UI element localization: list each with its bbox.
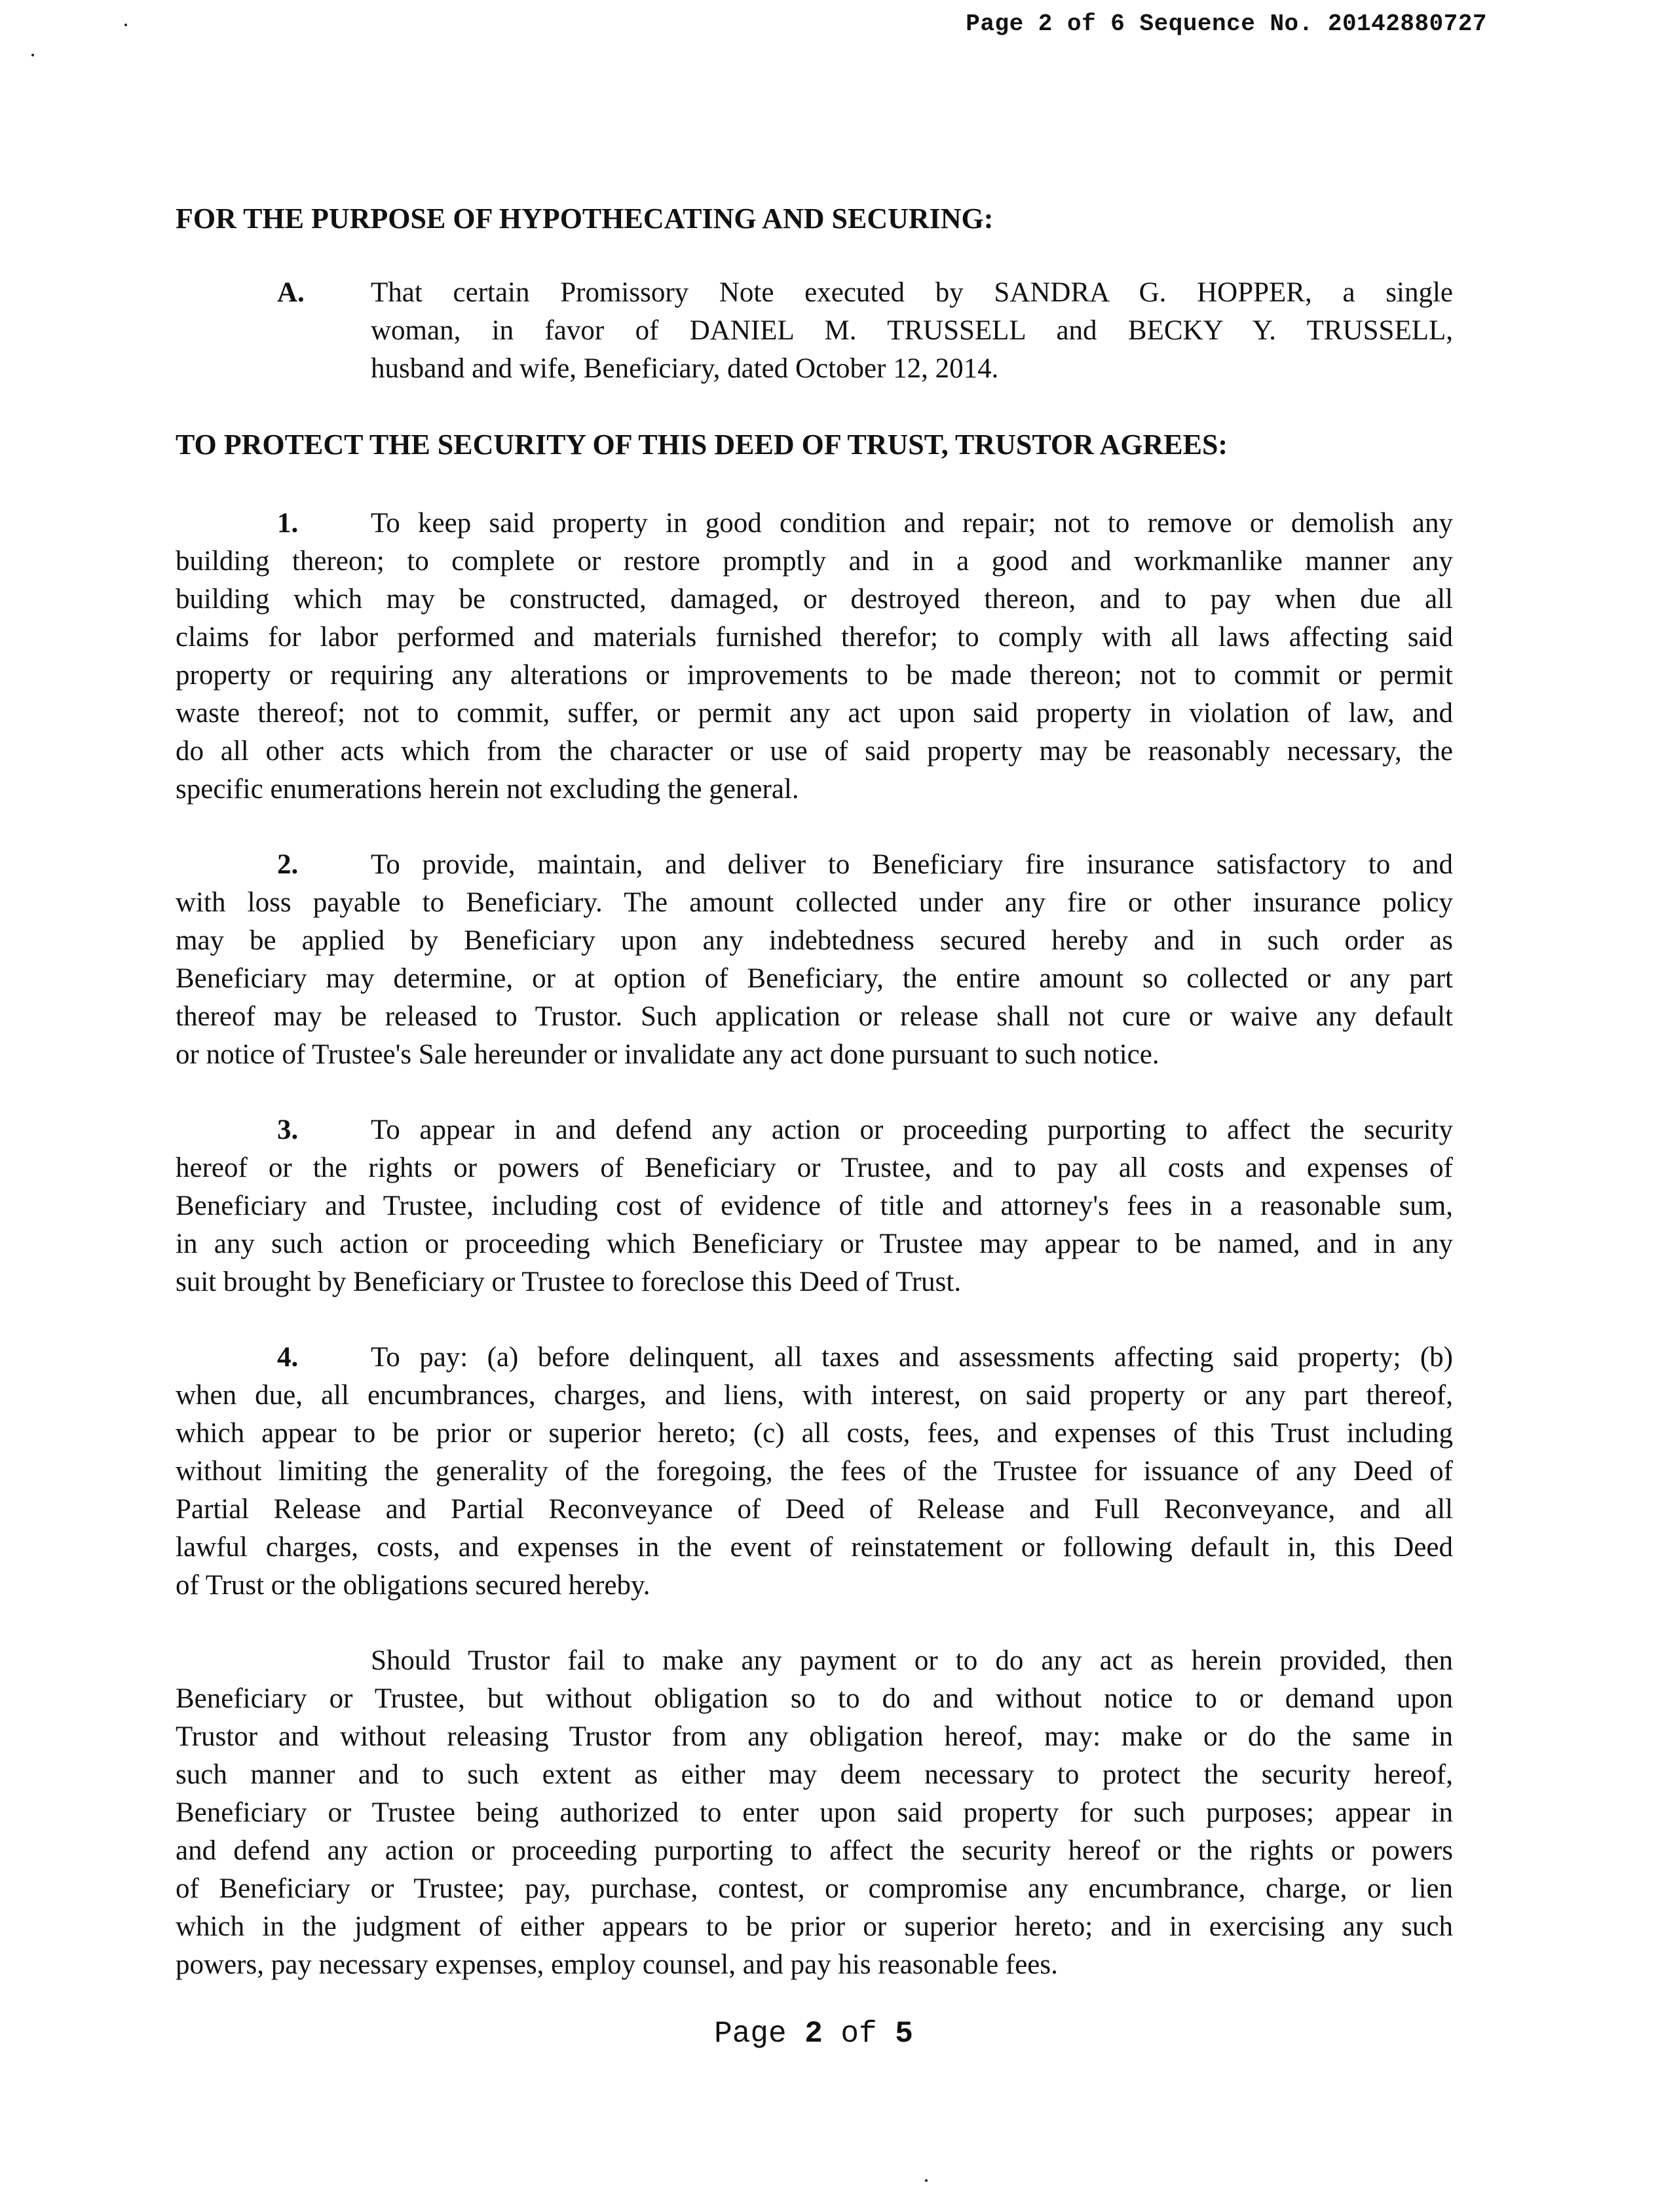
text-line: That certain Promissory Note executed by SANDRA G. HOPPER, a single (371, 277, 1453, 308)
text-line: Beneficiary or Trustee being authorized to enter upon said property for such purposes; appear in (176, 1797, 1453, 1828)
paragraph-number: 3. (277, 1115, 299, 1145)
scan-speck (31, 54, 34, 56)
text-line: in any such action or proceeding which Beneficiary or Trustee may appear to be named, and in any (176, 1229, 1453, 1259)
paragraph-number: 4. (277, 1342, 299, 1373)
text-line: woman, in favor of DANIEL M. TRUSSELL and BECKY Y. TRUSSELL, (371, 315, 1453, 346)
text-line: such manner and to such extent as either may deem necessary to protect the security hereof, (176, 1759, 1453, 1790)
text-line: which in the judgment of either appears to be prior or superior hereto; and in exercising any such (176, 1911, 1453, 1942)
recording-stamp: Page 2 of 6 Sequence No. 20142880727 (966, 10, 1487, 37)
paragraph-number: 1. (277, 508, 299, 539)
text-line: Beneficiary may determine, or at option of Beneficiary, the entire amount so collected or any part (176, 963, 1453, 994)
text-line: suit brought by Beneficiary or Trustee to foreclose this Deed of Trust. (176, 1267, 962, 1297)
first-line-text: To provide, maintain, and deliver to Beneficiary fire insurance satisfactory to and (371, 849, 1453, 880)
item-a-label: A. (277, 277, 305, 308)
text-line: Trustor and without releasing Trustor from any obligation hereof, may: make or do the same in (176, 1721, 1453, 1752)
section-heading-protect: TO PROTECT THE SECURITY OF THIS DEED OF TRUST, TRUSTOR AGREES: (176, 429, 1228, 461)
text-line: specific enumerations herein not excluding the general. (176, 774, 799, 805)
first-line-text: Should Trustor fail to make any payment or to do any act as herein provided, then (371, 1645, 1453, 1676)
footer-total-pages: 5 (895, 2017, 913, 2051)
text-line-first (176, 1642, 1453, 1680)
paragraph-closing (176, 1642, 1453, 1984)
paragraph-4 (176, 1339, 1453, 1605)
document-body (176, 200, 1453, 2021)
text-line: husband and wife, Beneficiary, dated October 12, 2014. (371, 353, 999, 384)
text-line: lawful charges, costs, and expenses in the event of reinstatement or following default in, this Deed (176, 1532, 1453, 1563)
page-footer (0, 2017, 1627, 2051)
footer-prefix: Page (714, 2017, 805, 2051)
text-line: powers, pay necessary expenses, employ counsel, and pay his reasonable fees. (176, 1949, 1058, 1980)
text-line: may be applied by Beneficiary upon any indebtedness secured hereby and in such order as (176, 925, 1453, 956)
text-line-first (176, 1339, 1453, 1377)
first-line-text: To keep said property in good condition and repair; not to remove or demolish any (371, 508, 1453, 539)
section-heading-purpose: FOR THE PURPOSE OF HYPOTHECATING AND SECURING: (176, 202, 994, 235)
text-line: which appear to be prior or superior hereto; (c) all costs, fees, and expenses of this Trust including (176, 1418, 1453, 1449)
text-line: thereof may be released to Trustor. Such application or release shall not cure or waive any default (176, 1001, 1453, 1032)
text-line: of Beneficiary or Trustee; pay, purchase, contest, or compromise any encumbrance, charge, or lien (176, 1873, 1453, 1904)
text-line: property or requiring any alterations or improvements to be made thereon; not to commit or permit (176, 660, 1453, 691)
paragraph-number: 2. (277, 849, 299, 880)
text-line: or notice of Trustee's Sale hereunder or invalidate any act done pursuant to such notice. (176, 1039, 1159, 1070)
text-line: without limiting the generality of the foregoing, the fees of the Trustee for issuance of any Deed of (176, 1456, 1453, 1487)
text-line-first (176, 505, 1453, 543)
footer-current-page: 2 (804, 2017, 823, 2051)
text-line: when due, all encumbrances, charges, and liens, with interest, on said property or any part thereof, (176, 1380, 1453, 1411)
text-line: waste thereof; not to commit, suffer, or permit any act upon said property in violation of law, and (176, 698, 1453, 729)
text-line: Beneficiary or Trustee, but without obligation so to do and without notice to or demand upon (176, 1683, 1453, 1714)
paragraph-2 (176, 846, 1453, 1074)
scan-speck (925, 2179, 928, 2182)
text-line: building thereon; to complete or restore promptly and in a good and workmanlike manner any (176, 546, 1453, 577)
text-line: do all other acts which from the character or use of said property may be reasonably necessary, the (176, 736, 1453, 767)
text-line: claims for labor performed and materials furnished therefor; to comply with all laws affecting said (176, 622, 1453, 653)
first-line-text: To appear in and defend any action or proceeding purporting to affect the security (371, 1115, 1453, 1145)
text-line: with loss payable to Beneficiary. The amount collected under any fire or other insurance policy (176, 887, 1453, 918)
text-line: Beneficiary and Trustee, including cost of evidence of title and attorney's fees in a reasonable sum, (176, 1191, 1453, 1221)
text-line: and defend any action or proceeding purporting to affect the security hereof or the rights or powers (176, 1835, 1453, 1866)
item-a-text (371, 274, 1453, 388)
text-line-first (176, 1111, 1453, 1149)
item-a (277, 274, 1453, 388)
footer-middle: of (822, 2017, 895, 2051)
text-line: hereof or the rights or powers of Beneficiary or Trustee, and to pay all costs and expenses of (176, 1153, 1453, 1183)
paragraph-3 (176, 1111, 1453, 1301)
first-line-text: To pay: (a) before delinquent, all taxes and assessments affecting said property; (b) (371, 1342, 1453, 1373)
text-line: of Trust or the obligations secured hereby. (176, 1570, 650, 1601)
text-line: building which may be constructed, damaged, or destroyed thereon, and to pay when due all (176, 584, 1453, 615)
paragraph-1 (176, 505, 1453, 809)
text-line-first (176, 846, 1453, 884)
text-line: Partial Release and Partial Reconveyance of Deed of Release and Full Reconveyance, and all (176, 1494, 1453, 1525)
scan-speck (124, 24, 127, 26)
